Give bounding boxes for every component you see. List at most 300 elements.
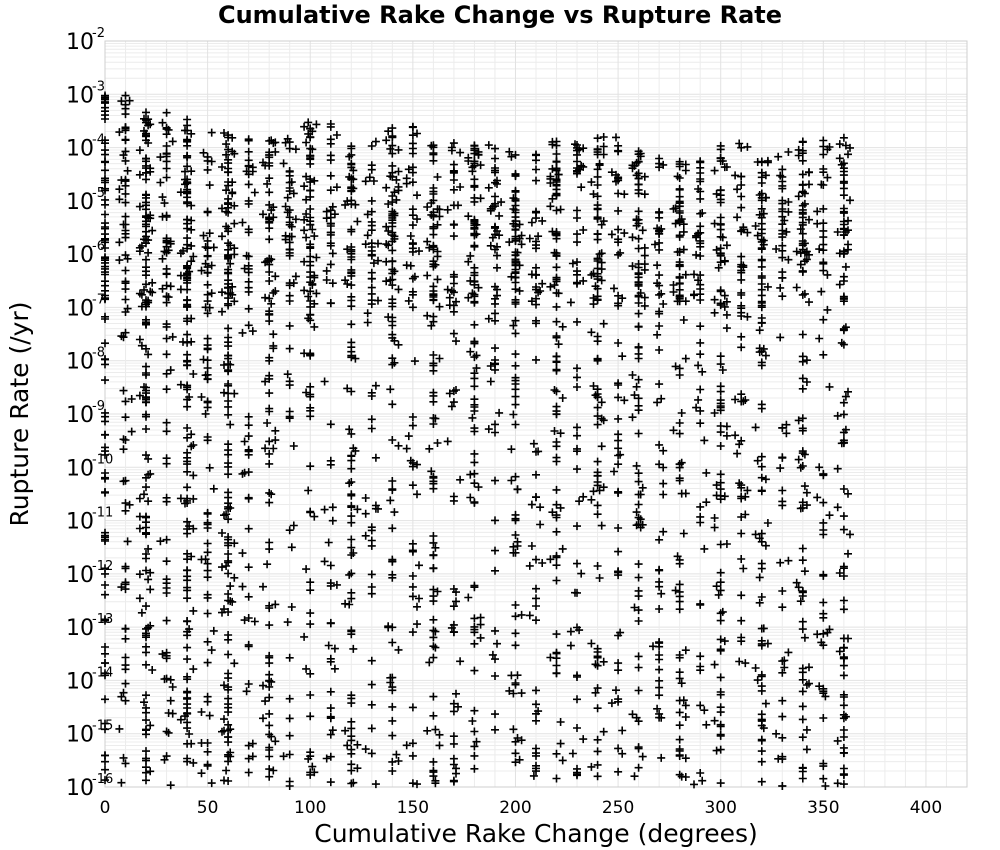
data-point xyxy=(403,180,411,188)
data-point xyxy=(553,486,561,494)
data-point xyxy=(261,294,269,302)
data-point xyxy=(204,540,212,548)
data-point xyxy=(395,646,403,654)
data-point xyxy=(431,726,439,734)
y-tick-label: 10 xyxy=(66,189,94,215)
data-point xyxy=(737,390,745,398)
data-point xyxy=(655,380,663,388)
data-point xyxy=(614,207,622,215)
data-point xyxy=(327,704,335,712)
data-point xyxy=(183,234,191,242)
data-point xyxy=(512,350,520,358)
data-point xyxy=(758,400,766,408)
data-point xyxy=(553,561,561,569)
data-point xyxy=(737,276,745,284)
data-point xyxy=(409,123,417,131)
data-point xyxy=(230,659,238,667)
data-point xyxy=(163,165,171,173)
data-point xyxy=(407,232,415,240)
data-point xyxy=(265,437,273,445)
data-point xyxy=(823,174,831,182)
data-point xyxy=(573,673,581,681)
data-point xyxy=(429,768,437,776)
data-point xyxy=(573,214,581,222)
data-point xyxy=(347,750,355,758)
data-point xyxy=(388,703,396,711)
y-tick-label: 10 xyxy=(66,349,94,375)
data-point xyxy=(124,167,132,175)
data-point xyxy=(754,457,762,465)
data-point xyxy=(386,385,394,393)
data-point xyxy=(493,640,501,648)
data-point xyxy=(413,130,421,138)
data-point xyxy=(101,219,109,227)
data-point xyxy=(167,697,175,705)
data-point xyxy=(573,267,581,275)
data-point xyxy=(737,555,745,563)
data-point xyxy=(846,530,854,538)
data-point xyxy=(288,543,296,551)
data-point xyxy=(608,699,616,707)
data-point xyxy=(532,616,540,624)
data-point xyxy=(280,752,288,760)
data-point xyxy=(778,587,786,595)
data-point xyxy=(239,219,247,227)
data-point xyxy=(512,385,520,393)
data-point xyxy=(680,316,688,324)
data-point xyxy=(651,241,659,249)
data-point xyxy=(429,712,437,720)
data-point xyxy=(429,282,437,290)
data-point xyxy=(559,545,567,553)
data-point xyxy=(717,635,725,643)
data-point xyxy=(676,580,684,588)
data-point xyxy=(470,640,478,648)
data-point xyxy=(101,751,109,759)
data-point xyxy=(183,483,191,491)
data-point xyxy=(819,571,827,579)
data-point xyxy=(288,603,296,611)
chart-title: Cumulative Rake Change vs Rupture Rate xyxy=(217,1,783,29)
data-point xyxy=(758,560,766,568)
data-point xyxy=(395,341,403,349)
data-point xyxy=(799,331,807,339)
data-point xyxy=(269,767,277,775)
data-point xyxy=(633,383,641,391)
data-point xyxy=(635,560,643,568)
data-point xyxy=(559,323,567,331)
data-point xyxy=(321,557,329,565)
data-point xyxy=(470,374,478,382)
x-tick-label: 250 xyxy=(601,798,635,818)
data-point xyxy=(682,355,690,363)
data-point xyxy=(347,452,355,460)
data-point xyxy=(717,779,725,787)
data-point xyxy=(594,704,602,712)
data-point xyxy=(163,460,171,468)
data-point xyxy=(321,378,329,386)
data-point xyxy=(635,687,643,695)
data-point xyxy=(799,545,807,553)
y-tick-exponent: -13 xyxy=(92,612,114,628)
data-point xyxy=(696,350,704,358)
data-point xyxy=(370,177,378,185)
data-point xyxy=(512,401,520,409)
data-point xyxy=(122,635,130,643)
data-point xyxy=(163,142,171,150)
data-point xyxy=(575,497,583,505)
data-point xyxy=(717,722,725,730)
data-point xyxy=(713,582,721,590)
data-point xyxy=(594,501,602,509)
data-point xyxy=(711,524,719,532)
data-point xyxy=(717,286,725,294)
data-point xyxy=(265,773,273,781)
data-point xyxy=(737,634,745,642)
data-point xyxy=(778,713,786,721)
data-point xyxy=(265,460,273,468)
data-point xyxy=(803,726,811,734)
data-point xyxy=(122,92,130,100)
data-point xyxy=(507,445,515,453)
data-point xyxy=(122,296,130,304)
data-point xyxy=(840,671,848,679)
data-point xyxy=(491,672,499,680)
y-tick-label: 10 xyxy=(66,30,94,55)
data-point xyxy=(148,279,156,287)
data-point xyxy=(146,767,154,775)
data-point xyxy=(598,442,606,450)
data-point xyxy=(717,186,725,194)
data-point xyxy=(210,243,218,251)
data-point xyxy=(204,291,212,299)
data-point xyxy=(388,436,396,444)
data-point xyxy=(653,331,661,339)
data-point xyxy=(220,389,228,397)
data-point xyxy=(101,376,109,384)
data-point xyxy=(752,530,760,538)
data-point xyxy=(840,644,848,652)
data-point xyxy=(557,718,565,726)
data-point xyxy=(475,483,483,491)
data-point xyxy=(230,574,238,582)
data-point xyxy=(198,708,206,716)
data-point xyxy=(512,612,520,620)
data-point xyxy=(717,731,725,739)
data-point xyxy=(567,628,575,636)
data-point xyxy=(758,453,766,461)
data-point xyxy=(368,570,376,578)
data-point xyxy=(526,611,534,619)
data-point xyxy=(612,133,620,141)
data-point xyxy=(177,285,185,293)
data-point xyxy=(300,226,308,234)
data-point xyxy=(189,607,197,615)
data-point xyxy=(210,627,218,635)
data-point xyxy=(635,235,643,243)
data-point xyxy=(142,524,150,532)
data-point xyxy=(635,592,643,600)
data-point xyxy=(614,379,622,387)
data-point xyxy=(532,602,540,610)
data-point xyxy=(124,537,132,545)
data-point xyxy=(659,480,667,488)
data-point xyxy=(620,190,628,198)
data-point xyxy=(659,300,667,308)
data-point xyxy=(265,710,273,718)
data-point xyxy=(263,560,271,568)
data-point xyxy=(659,491,667,499)
data-point xyxy=(696,296,704,304)
data-point xyxy=(265,268,273,276)
data-point xyxy=(758,778,766,786)
data-point xyxy=(532,166,540,174)
y-axis-label: Rupture Rate (/yr) xyxy=(5,301,34,527)
data-point xyxy=(491,193,499,201)
data-point xyxy=(208,158,216,166)
data-point xyxy=(327,753,335,761)
data-point xyxy=(368,681,376,689)
data-point xyxy=(579,493,587,501)
data-point xyxy=(306,670,314,678)
x-tick-label: 150 xyxy=(396,798,430,818)
data-point xyxy=(224,651,232,659)
data-point xyxy=(655,346,663,354)
data-point xyxy=(635,310,643,318)
y-tick-label: 10 xyxy=(66,83,94,109)
data-point xyxy=(470,382,478,390)
data-point xyxy=(259,714,267,722)
data-point xyxy=(676,721,684,729)
data-point xyxy=(122,176,130,184)
data-point xyxy=(470,182,478,190)
data-point xyxy=(470,299,478,307)
data-point xyxy=(204,698,212,706)
data-point xyxy=(436,731,444,739)
data-point xyxy=(553,750,561,758)
data-point xyxy=(573,724,581,732)
data-point xyxy=(594,747,602,755)
data-point xyxy=(655,239,663,247)
data-point xyxy=(159,650,167,658)
data-point xyxy=(631,772,639,780)
data-point xyxy=(386,496,394,504)
data-point xyxy=(639,753,647,761)
data-point xyxy=(491,710,499,718)
data-point xyxy=(425,658,433,666)
data-point xyxy=(312,120,320,128)
data-point xyxy=(641,252,649,260)
data-point xyxy=(245,148,253,156)
data-point xyxy=(208,129,216,137)
data-point xyxy=(466,471,474,479)
data-point xyxy=(101,277,109,285)
data-point xyxy=(405,297,413,305)
data-point xyxy=(470,470,478,478)
data-point xyxy=(795,456,803,464)
x-axis-label: Cumulative Rake Change (degrees) xyxy=(314,819,758,848)
data-point xyxy=(204,548,212,556)
data-point xyxy=(284,618,292,626)
data-point xyxy=(204,335,212,343)
data-point xyxy=(327,260,335,268)
data-point xyxy=(208,646,216,654)
data-point xyxy=(784,148,792,156)
data-point xyxy=(450,176,458,184)
data-point xyxy=(245,432,253,440)
data-point xyxy=(614,488,622,496)
data-point xyxy=(327,778,335,786)
data-point xyxy=(819,151,827,159)
data-point xyxy=(635,574,643,582)
data-point xyxy=(676,745,684,753)
data-point xyxy=(696,339,704,347)
data-point xyxy=(347,293,355,301)
data-point xyxy=(573,383,581,391)
data-point xyxy=(573,560,581,568)
data-point xyxy=(327,619,335,627)
data-point xyxy=(819,714,827,722)
data-point xyxy=(218,232,226,240)
data-point xyxy=(126,97,134,105)
data-point xyxy=(700,706,708,714)
data-point xyxy=(239,549,247,557)
data-point xyxy=(559,756,567,764)
data-point xyxy=(306,187,314,195)
data-point xyxy=(635,180,643,188)
data-point xyxy=(362,510,370,518)
data-point xyxy=(610,468,618,476)
data-point xyxy=(532,686,540,694)
data-point xyxy=(573,158,581,166)
data-point xyxy=(470,395,478,403)
data-point xyxy=(224,324,232,332)
data-point xyxy=(444,437,452,445)
data-point xyxy=(163,350,171,358)
y-tick-exponent: -12 xyxy=(92,558,114,574)
data-point xyxy=(528,270,536,278)
data-point xyxy=(224,380,232,388)
data-point xyxy=(450,777,458,785)
data-point xyxy=(532,177,540,185)
data-point xyxy=(573,238,581,246)
data-point xyxy=(122,190,130,198)
data-point xyxy=(468,717,476,725)
data-point xyxy=(265,765,273,773)
data-point xyxy=(614,666,622,674)
data-point xyxy=(148,666,156,674)
data-point xyxy=(470,614,478,622)
y-tick-exponent: -8 xyxy=(92,345,105,361)
data-point xyxy=(413,191,421,199)
data-point xyxy=(614,339,622,347)
data-point xyxy=(265,389,273,397)
x-tick-label: 400 xyxy=(909,798,943,818)
data-point xyxy=(304,487,312,495)
data-point xyxy=(429,532,437,540)
data-point xyxy=(388,767,396,775)
data-point xyxy=(676,668,684,676)
data-point xyxy=(778,247,786,255)
data-point xyxy=(138,609,146,617)
data-point xyxy=(183,576,191,584)
data-point xyxy=(120,387,128,395)
data-point xyxy=(220,715,228,723)
data-point xyxy=(159,119,167,127)
data-point xyxy=(122,625,130,633)
data-point xyxy=(553,669,561,677)
data-point xyxy=(553,553,561,561)
data-point xyxy=(470,321,478,329)
data-point xyxy=(721,257,729,265)
data-point xyxy=(321,506,329,514)
data-point xyxy=(739,565,747,573)
data-point xyxy=(717,352,725,360)
data-point xyxy=(302,139,310,147)
data-point xyxy=(696,769,704,777)
data-point xyxy=(470,458,478,466)
data-point xyxy=(142,747,150,755)
data-point xyxy=(115,725,123,733)
data-point xyxy=(778,734,786,742)
data-point xyxy=(657,395,665,403)
data-point xyxy=(793,284,801,292)
data-point xyxy=(553,454,561,462)
data-point xyxy=(819,599,827,607)
data-point xyxy=(347,718,355,726)
data-point xyxy=(532,493,540,501)
data-point xyxy=(819,499,827,507)
data-point xyxy=(758,272,766,280)
data-point xyxy=(737,204,745,212)
data-point xyxy=(676,697,684,705)
data-point xyxy=(323,267,331,275)
data-point xyxy=(310,177,318,185)
data-point xyxy=(713,747,721,755)
data-point xyxy=(799,352,807,360)
data-point xyxy=(840,563,848,571)
y-tick-label: 10 xyxy=(66,616,94,642)
data-point xyxy=(122,213,130,221)
data-point xyxy=(327,562,335,570)
data-point xyxy=(429,564,437,572)
data-point xyxy=(553,438,561,446)
data-point xyxy=(737,181,745,189)
data-point xyxy=(799,268,807,276)
data-point xyxy=(509,725,517,733)
data-point xyxy=(477,614,485,622)
data-point xyxy=(834,737,842,745)
data-point xyxy=(840,410,848,418)
data-point xyxy=(594,333,602,341)
data-point xyxy=(696,386,704,394)
x-tick-label: 350 xyxy=(807,798,840,818)
data-point xyxy=(436,741,444,749)
data-point xyxy=(553,274,561,282)
data-point xyxy=(553,150,561,158)
data-point xyxy=(553,332,561,340)
data-point xyxy=(388,400,396,408)
data-point xyxy=(187,226,195,234)
data-point xyxy=(655,271,663,279)
data-point xyxy=(300,182,308,190)
data-point xyxy=(302,665,310,673)
data-point xyxy=(183,449,191,457)
data-point xyxy=(470,667,478,675)
data-point xyxy=(844,217,852,225)
data-point xyxy=(388,246,396,254)
data-point xyxy=(353,218,361,226)
